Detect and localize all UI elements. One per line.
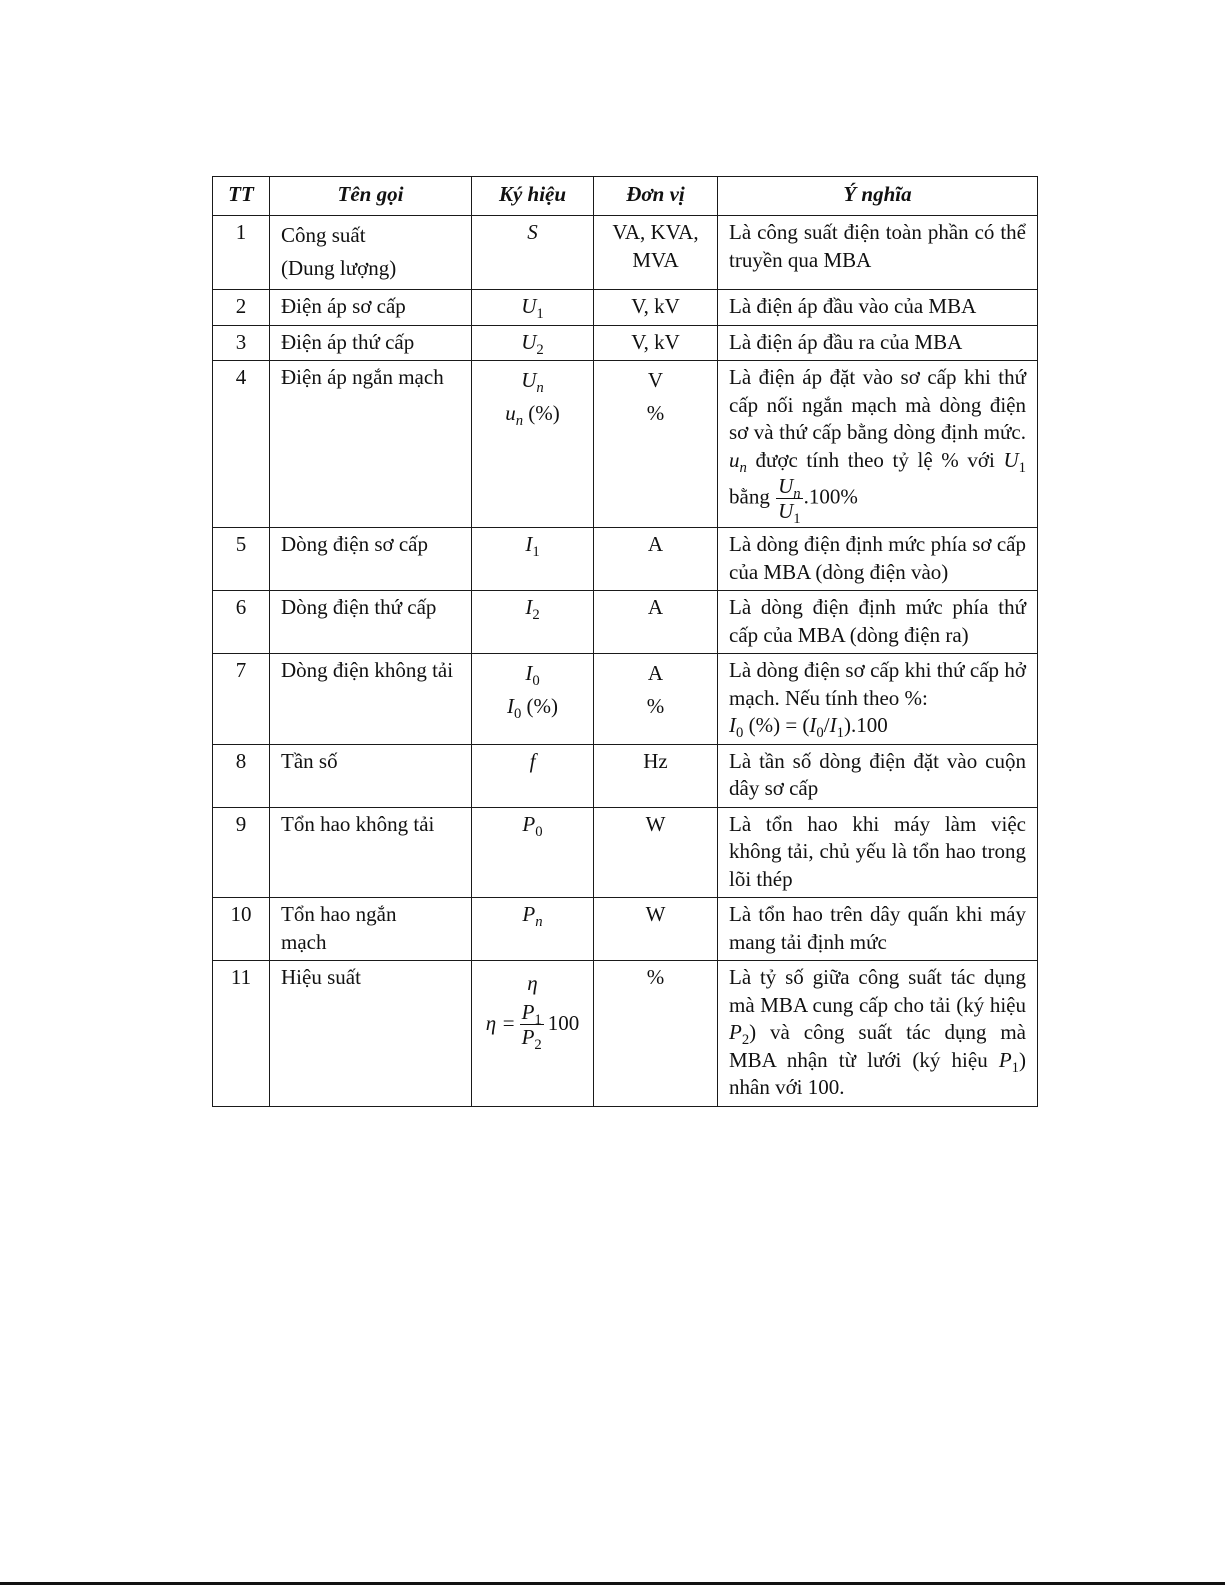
row-meaning: Là tỷ số giữa công suất tác dụng mà MBA cung cấp cho tải (ký hiệu $P_2$) và công suất tác dụng mà MBA nhận từ lưới (ký hiệu $P_1$) nhân với 100. <box>718 961 1038 1107</box>
row-unit <box>594 216 718 290</box>
row-name <box>270 216 472 290</box>
row-symbol: $U_1$ <box>472 290 594 326</box>
row-name: Điện áp sơ cấp <box>270 290 472 326</box>
row-unit: A <box>594 528 718 591</box>
row-tt: 8 <box>213 744 270 807</box>
row-tt: 3 <box>213 325 270 361</box>
fraction-un-u1: $\frac{U_n}{U_1}$ <box>778 474 801 528</box>
row-unit <box>594 361 718 528</box>
eta-symbol: η <box>527 971 538 995</box>
table-row <box>213 591 1038 654</box>
row-unit: A <box>594 591 718 654</box>
row-tt: 2 <box>213 290 270 326</box>
header-name: Tên gọi <box>270 177 472 216</box>
row-meaning: Là tần số dòng điện đặt vào cuộn dây sơ cấp <box>718 744 1038 807</box>
row-symbol: $I_0$ $I_0$ (%) <box>472 654 594 745</box>
row-symbol: $U_n$ $u_n$ (%) <box>472 361 594 528</box>
table-row <box>213 807 1038 898</box>
header-tt: TT <box>213 177 270 216</box>
row-name-line: Công suất <box>281 223 366 247</box>
row-meaning: Là công suất điện toàn phần có thể truyền qua MBA <box>718 216 1038 290</box>
row-meaning: Là điện áp đầu ra của MBA <box>718 325 1038 361</box>
row-tt: 6 <box>213 591 270 654</box>
efficiency-formula: η = $\frac{P_1}{P_2}$ 100 <box>485 999 580 1053</box>
row-tt: 9 <box>213 807 270 898</box>
row-name: Dòng điện không tải <box>270 654 472 745</box>
row-unit-line: % <box>646 694 665 718</box>
row-name: Dòng điện thứ cấp <box>270 591 472 654</box>
row-tt: 11 <box>213 961 270 1107</box>
table-row <box>213 744 1038 807</box>
row-name-line: mạch <box>281 929 327 954</box>
row-meaning: Là điện áp đầu vào của MBA <box>718 290 1038 326</box>
row-name: Tổn hao không tải <box>270 807 472 898</box>
row-meaning: Là điện áp đặt vào sơ cấp khi thứ cấp nối ngắn mạch mà dòng điện sơ và thứ cấp bằng dòng định mức. $u_n$ được tính theo tỷ lệ % với $U_1$ bằng $\frac{U_n}{U_1}$ .100% <box>718 361 1038 528</box>
row-unit: V, kV <box>594 325 718 361</box>
formula-i0: $I_0$ (%) = $(I_0/I_1).100$ <box>729 713 888 742</box>
table-header-row <box>213 177 1038 216</box>
row-name <box>270 898 472 961</box>
row-symbol: $U_2$ <box>472 325 594 361</box>
row-tt: 1 <box>213 216 270 290</box>
table-row <box>213 654 1038 745</box>
row-unit-line: % <box>646 401 665 425</box>
row-name: Hiệu suất <box>270 961 472 1107</box>
row-symbol: $I_1$ <box>472 528 594 591</box>
row-name-line: Tổn hao ngắn <box>281 902 397 926</box>
table-row <box>213 216 1038 290</box>
row-symbol: $P_n$ <box>472 898 594 961</box>
header-symbol: Ký hiệu <box>472 177 594 216</box>
row-tt: 4 <box>213 361 270 528</box>
row-tt: 7 <box>213 654 270 745</box>
row-unit: Hz <box>594 744 718 807</box>
row-unit-line: A <box>647 661 664 685</box>
row-symbol <box>472 961 594 1107</box>
header-unit: Đơn vị <box>594 177 718 216</box>
table-row <box>213 290 1038 326</box>
table-row <box>213 361 1038 528</box>
row-unit: % <box>594 961 718 1107</box>
row-unit-line: VA, KVA, <box>612 220 699 244</box>
row-symbol: $P_0$ <box>472 807 594 898</box>
row-tt: 5 <box>213 528 270 591</box>
row-unit-line: V <box>647 368 664 392</box>
row-tt: 10 <box>213 898 270 961</box>
row-symbol: f <box>472 744 594 807</box>
header-meaning: Ý nghĩa <box>718 177 1038 216</box>
row-meaning: Là tổn hao trên dây quấn khi máy mang tải định mức <box>718 898 1038 961</box>
row-meaning: Là tổn hao khi máy làm việc không tải, chủ yếu là tổn hao trong lõi thép <box>718 807 1038 898</box>
parameter-table <box>212 176 1038 1107</box>
row-symbol: S <box>472 216 594 290</box>
row-unit: W <box>594 898 718 961</box>
row-name-line: (Dung lượng) <box>281 256 397 280</box>
table-row <box>213 528 1038 591</box>
row-meaning: Là dòng điện sơ cấp khi thứ cấp hở mạch. Nếu tính theo %: $I_0$ (%) = $(I_0/I_1).100$ <box>718 654 1038 745</box>
row-meaning: Là dòng điện định mức phía thứ cấp của MBA (dòng điện ra) <box>718 591 1038 654</box>
row-unit-line: MVA <box>632 247 679 272</box>
row-name: Tần số <box>270 744 472 807</box>
row-meaning: Là dòng điện định mức phía sơ cấp của MBA (dòng điện vào) <box>718 528 1038 591</box>
table-row <box>213 961 1038 1107</box>
row-name: Điện áp ngắn mạch <box>270 361 472 528</box>
row-name: Điện áp thứ cấp <box>270 325 472 361</box>
row-symbol: $I_2$ <box>472 591 594 654</box>
row-name: Dòng điện sơ cấp <box>270 528 472 591</box>
row-unit: W <box>594 807 718 898</box>
table-row <box>213 898 1038 961</box>
table-row <box>213 325 1038 361</box>
row-unit <box>594 654 718 745</box>
row-unit: V, kV <box>594 290 718 326</box>
